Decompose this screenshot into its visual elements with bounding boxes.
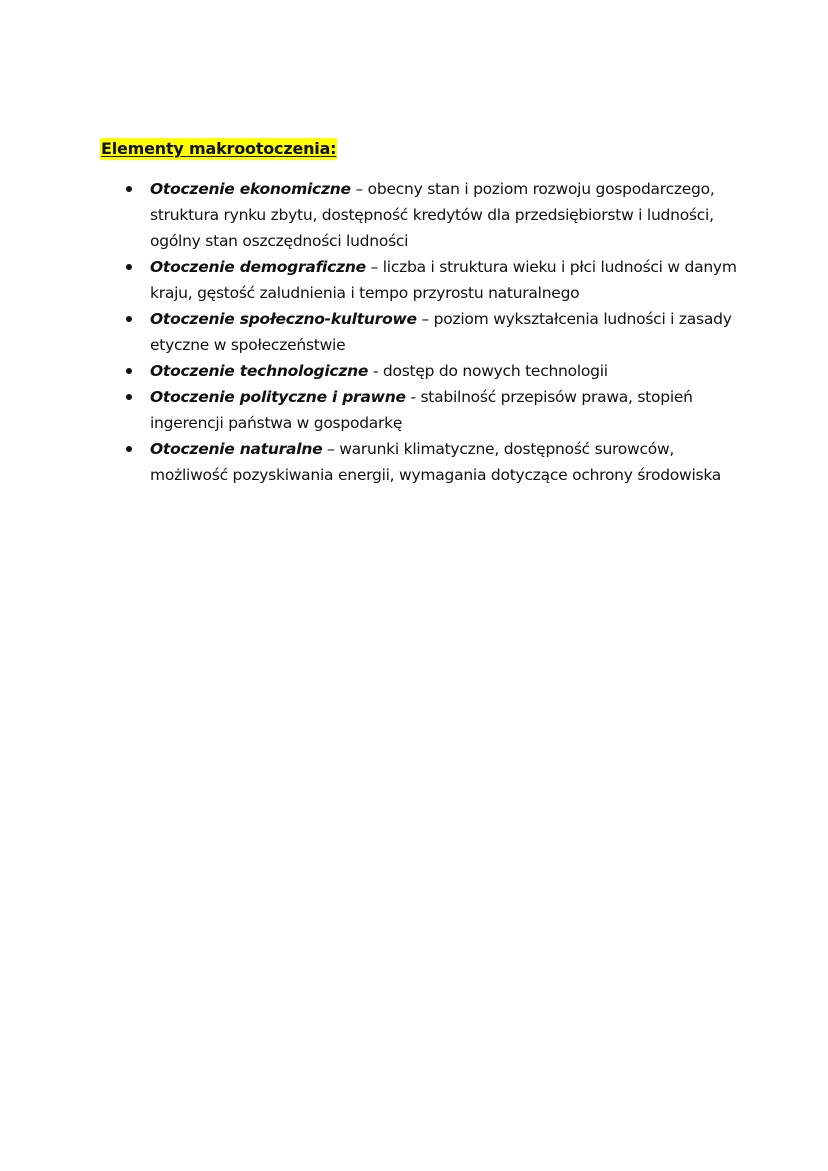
item-separator: – [350, 180, 368, 198]
list-item [122, 358, 742, 384]
list-item [122, 254, 742, 306]
bullet-icon [126, 394, 132, 400]
item-description: dostęp do nowych technologii [382, 362, 608, 380]
item-term: Otoczenie technologiczne [150, 362, 369, 380]
item-term: Otoczenie polityczne i prawne [150, 388, 406, 406]
item-separator: – [322, 440, 340, 458]
item-term: Otoczenie społeczno-kulturowe [150, 310, 417, 328]
section-heading: Elementy makrootoczenia: [101, 139, 337, 158]
item-description: liczba i struktura wieku i płci ludności w danym kraju, gęstość zaludnienia i tempo przyrostu naturalnego [150, 258, 737, 302]
item-description: stabilność przepisów prawa, stopień ingerencji państwa w gospodarkę [150, 388, 693, 432]
item-separator: - [405, 388, 421, 406]
item-separator: – [416, 310, 434, 328]
item-separator: – [365, 258, 383, 276]
item-description: poziom wykształcenia ludności i zasady etyczne w społeczeństwie [150, 310, 732, 354]
item-term: Otoczenie naturalne [150, 440, 323, 458]
item-description: warunki klimatyczne, dostępność surowców, możliwość pozyskiwania energii, wymagania dotyczące ochrony środowiska [150, 440, 722, 484]
bullet-icon [126, 186, 132, 192]
bullet-icon [126, 446, 132, 452]
list-item [122, 436, 742, 488]
bullet-icon [126, 316, 132, 322]
macro-environment-list [122, 176, 742, 488]
item-description: obecny stan i poziom rozwoju gospodarczego, struktura rynku zbytu, dostępność kredytów dla przedsiębiorstw i ludności, ogólny stan oszczędności ludności [150, 180, 715, 250]
list-item [122, 384, 742, 436]
bullet-icon [126, 368, 132, 374]
heading-container [100, 138, 337, 160]
item-term: Otoczenie ekonomiczne [150, 180, 351, 198]
item-term: Otoczenie demograficzne [150, 258, 366, 276]
list-item [122, 306, 742, 358]
item-separator: - [368, 362, 383, 380]
list-item [122, 176, 742, 254]
bullet-icon [126, 264, 132, 270]
